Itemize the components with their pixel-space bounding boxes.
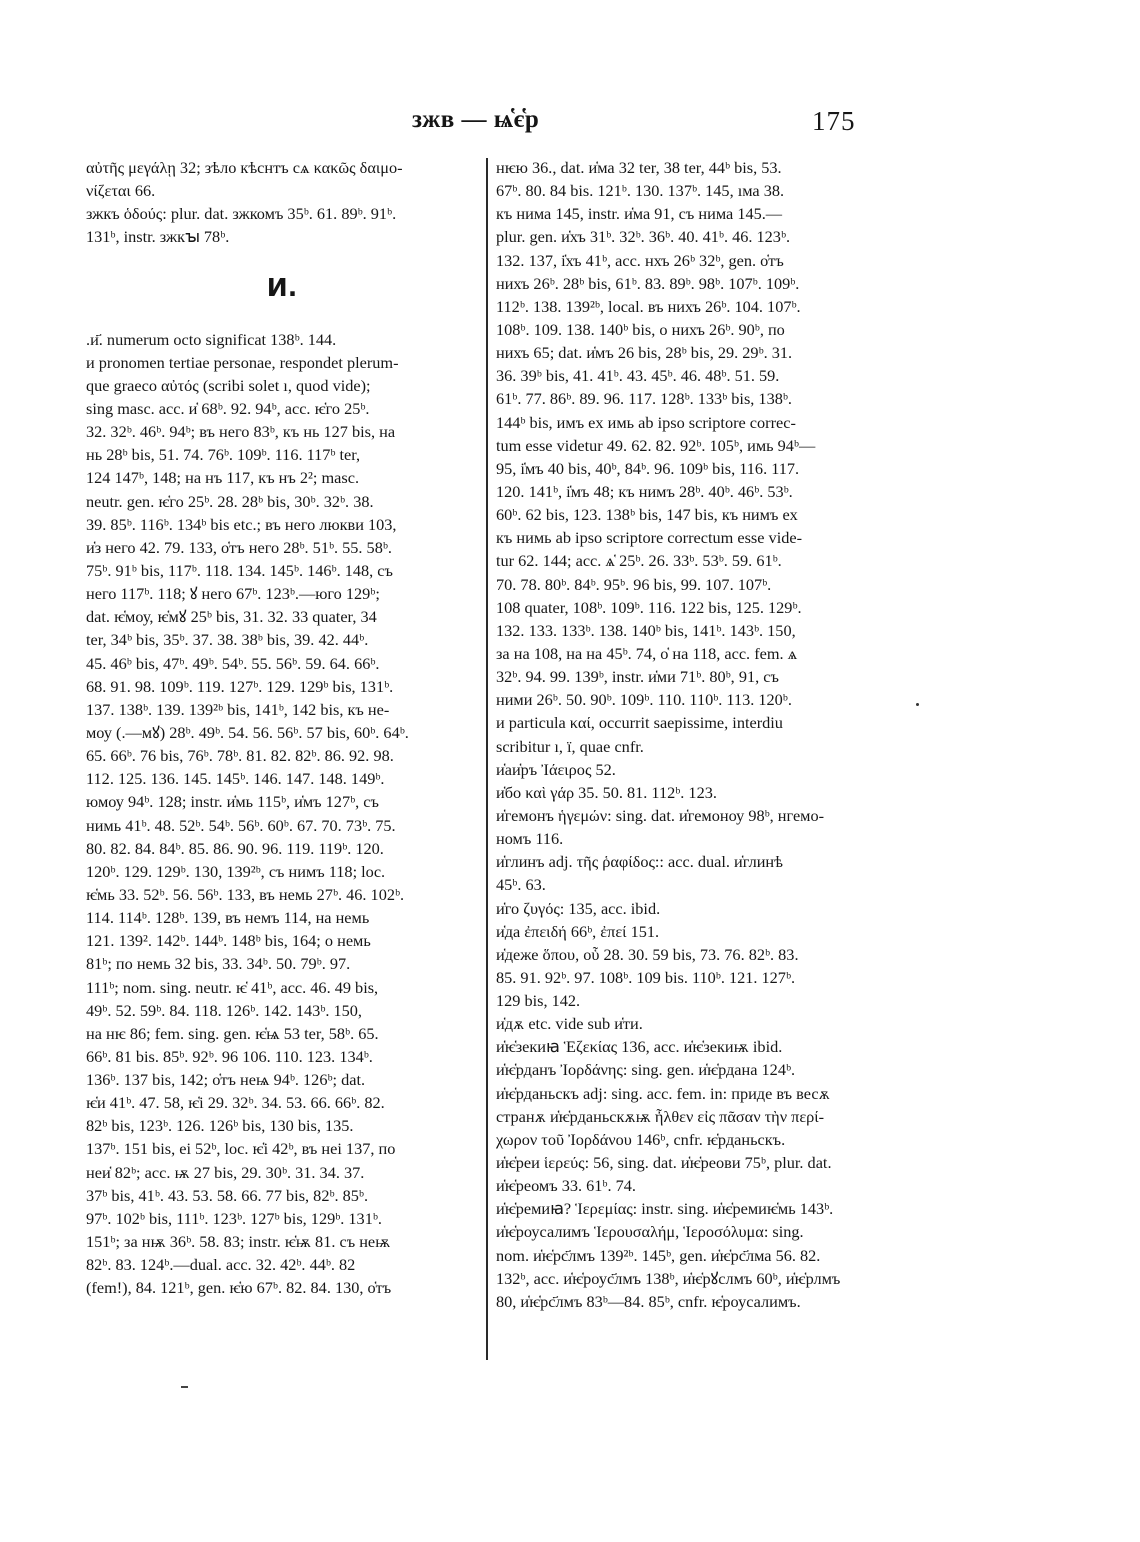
entry-line: и҅да ἐπειδή 66ᵇ, ἐπεί 151. <box>496 921 660 941</box>
entry-line: 65. 66ᵇ. 76 bis, 76ᵇ. 78ᵇ. 81. 82. 82ᵇ. 86. 92. 98. <box>86 746 394 766</box>
running-title: зжв — ѩ҅є҅р <box>412 106 540 133</box>
entry-line: 49ᵇ. 52. 59ᵇ. 84. 118. 126ᵇ. 142. 143ᵇ. 150, <box>86 1000 362 1020</box>
entry-line: .и҃. numerum octo significat 138ᵇ. 144. <box>86 329 337 349</box>
entry-line: на нѥ 86; fem. sing. gen. ѥ҅ѩ 53 ter, 58ᵇ. 65. <box>86 1023 379 1043</box>
entry-line: неи҅ 82ᵇ; acc. ѭ 27 bis, 29. 30ᵇ. 31. 34. 37. <box>86 1162 365 1182</box>
left-column <box>86 156 478 1299</box>
entry-line: юмоу 94ᵇ. 128; instr. и҅мь 115ᵇ, и҅мъ 127ᵇ, съ <box>86 792 379 812</box>
entry-line: neutr. gen. ѥ҅го 25ᵇ. 28. 28ᵇ bis, 30ᵇ. 32ᵇ. 38. <box>86 491 374 511</box>
dictionary-entry <box>496 711 892 757</box>
entry-line: scribitur ı, ï, quae cnfr. <box>496 736 644 756</box>
entry-line: и҅ѥ҅реи ἱερεύς: 56, sing. dat. и҅ѥ҅реови 75ᵇ, plur. dat. <box>496 1153 832 1173</box>
dictionary-entry <box>496 1082 892 1151</box>
dictionary-entry <box>496 1035 892 1058</box>
entry-line: 45ᵇ. 63. <box>496 875 546 895</box>
entry-line: нѥю 36., dat. и҅ма 32 ter, 38 ter, 44ᵇ bis, 53. <box>496 158 782 177</box>
page-header <box>0 104 1140 144</box>
entry-line: (fem!), 84. 121ᵇ, gen. ѥ҅ю 67ᵇ. 82. 84. 130, о҅тъ <box>86 1278 392 1298</box>
entry-line: и҅деже ὅπου, οὗ 28. 30. 59 bis, 73. 76. 82ᵇ. 83. <box>496 944 799 964</box>
entry-line: и҅ѥ҅роусалимъ Ἱερουσαλήμ, Ἱεροσόλυμα: sing. <box>496 1222 804 1242</box>
entry-line: 114. 114ᵇ. 128ᵇ. 139, въ немъ 114, на немь <box>86 908 370 928</box>
entry-line: 136ᵇ. 137 bis, 142; о҅тъ неѩ 94ᵇ. 126ᵇ; dat. <box>86 1070 366 1090</box>
dictionary-entry <box>496 1058 892 1081</box>
footer-dash-mark <box>181 1386 188 1388</box>
dictionary-entry <box>496 1197 892 1220</box>
entry-line: 132. 133. 133ᵇ. 138. 140ᵇ bis, 141ᵇ. 143ᵇ. 150, <box>496 620 796 640</box>
entry-line: и҅глинъ adj. τῆς ῥαφίδος:: acc. dual. и҅глинѣ <box>496 852 783 872</box>
entry-line: 68. 91. 98. 109ᵇ. 119. 127ᵇ. 129. 129ᵇ bis, 131ᵇ. <box>86 676 394 696</box>
entry-line: и҅ѥ҅зекиꙗ Ἑζεκίας 136, acc. и҅ѥ҅зекиѭ ibid. <box>496 1037 783 1057</box>
entry-line: 85. 91. 92ᵇ. 97. 108ᵇ. 109 bis. 110ᵇ. 121. 127ᵇ. <box>496 967 796 987</box>
entry-line: dat. ѥ҅моу, ѥ҅мꙋ 25ᵇ bis, 31. 32. 33 quater, 34 <box>86 607 377 627</box>
entry-line: и҅го ζυγός: 135, acc. ibid. <box>496 898 661 918</box>
entry-line: 81ᵇ; по немь 32 bis, 33. 34ᵇ. 50. 79ᵇ. 97. <box>86 954 351 974</box>
dictionary-entry <box>496 1151 892 1197</box>
entry-line: 97ᵇ. 102ᵇ bis, 111ᵇ. 123ᵇ. 127ᵇ bis, 129ᵇ. 131ᵇ. <box>86 1208 382 1228</box>
entry-line: 45. 46ᵇ bis, 47ᵇ. 49ᵇ. 54ᵇ. 55. 56ᵇ. 59. 64. 66ᵇ. <box>86 653 380 673</box>
entry-line: 129 bis, 142. <box>496 991 581 1011</box>
entry-line: странѫ и҅ѥ҅рданьскѫѭ ἦλθεν εἰς πᾶσαν τὴν περί- <box>496 1106 825 1126</box>
entry-line: 37ᵇ bis, 41ᵇ. 43. 53. 58. 66. 77 bis, 82ᵇ. 85ᵇ. <box>86 1185 369 1205</box>
margin-dot-mark <box>916 703 919 706</box>
entry-line: 36. 39ᵇ bis, 41. 41ᵇ. 43. 45ᵇ. 46. 48ᵇ. 51. 59. <box>496 366 780 386</box>
entry-line: нимь 41ᵇ. 48. 52ᵇ. 54ᵇ. 56ᵇ. 60ᵇ. 67. 70. 73ᵇ. 75. <box>86 815 396 835</box>
dictionary-entry <box>496 1012 892 1035</box>
entry-line: и҅ѥ҅рданъ Ἰορδάνης: sing. gen. и҅ѥ҅рдана 124ᵇ. <box>496 1060 796 1080</box>
entry-line: 39. 85ᵇ. 116ᵇ. 134ᵇ bis etc.; въ него люкви 103, <box>86 514 397 534</box>
entry-line: χωρον τοῦ Ἰορδάνου 146ᵇ, cnfr. ѥ҅рданьскъ. <box>496 1129 786 1149</box>
entry-line: 144ᵇ bis, имъ ex имь ab ipso scriptore correc- <box>496 412 796 432</box>
entry-line: 32ᵇ. 94. 99. 139ᵇ, instr. и҅ми 71ᵇ. 80ᵇ, 91, съ <box>496 667 779 687</box>
entry-line: нь 28ᵇ bis, 51. 74. 76ᵇ. 109ᵇ. 116. 117ᵇ ter, <box>86 445 361 465</box>
dictionary-entry <box>496 804 892 850</box>
dictionary-entry <box>86 156 478 202</box>
entry-line: 75ᵇ. 91ᵇ bis, 117ᵇ. 118. 134. 145ᵇ. 146ᵇ. 148, съ <box>86 560 393 580</box>
entry-line: 121. 139². 142ᵇ. 144ᵇ. 148ᵇ bis, 164; о немь <box>86 931 371 951</box>
entry-line: къ нимь ab ipso scriptore correctum esse vide- <box>496 528 803 548</box>
dictionary-entry <box>496 156 892 711</box>
entry-line: 120ᵇ. 129. 129ᵇ. 130, 139²ᵇ, съ нимъ 118; loc. <box>86 861 386 881</box>
entry-line: sing masc. acc. и҅ 68ᵇ. 92. 94ᵇ, acc. ѥ҅го 25ᵇ. <box>86 398 370 418</box>
entry-line: и҅аи҅ръ Ἰάειρος 52. <box>496 759 616 779</box>
entry-line: 66ᵇ. 81 bis. 85ᵇ. 92ᵇ. 96 106. 110. 123. 134ᵇ. <box>86 1046 373 1066</box>
entry-line: и҅гемонъ ἡγεμών: sing. dat. и҅гемоноу 98ᵇ, нгемо- <box>496 805 825 825</box>
entry-line: 151ᵇ; за нѭ 36ᵇ. 58. 83; instr. ѥ҅ѭ 81. съ неѭ <box>86 1232 391 1252</box>
entry-line: и particula καί, occurrit saepissime, interdiu <box>496 713 783 733</box>
entry-line: и҅бо καὶ γάρ 35. 50. 81. 112ᵇ. 123. <box>496 782 717 802</box>
entry-line: 95, і҅мъ 40 bis, 40ᵇ, 84ᵇ. 96. 109ᵇ bis, 116. 117. <box>496 458 800 478</box>
entry-line: 112. 125. 136. 145. 145ᵇ. 146. 147. 148. 149ᵇ. <box>86 769 385 789</box>
entry-line: моу (.—мꙋ) 28ᵇ. 49ᵇ. 54. 56. 56ᵇ. 57 bis, 60ᵇ. 64ᵇ. <box>86 722 409 742</box>
dictionary-entry <box>86 351 478 1300</box>
entry-line: 132. 137, і҅хъ 41ᵇ, acc. нхъ 26ᵇ 32ᵇ, gen. о҅тъ <box>496 250 784 270</box>
entry-line: 70. 78. 80ᵇ. 84ᵇ. 95ᵇ. 96 bis, 99. 107. 107ᵇ. <box>496 574 772 594</box>
entry-line: ѥ҅мь 33. 52ᵇ. 56. 56ᵇ. 133, въ немь 27ᵇ. 46. 102ᵇ. <box>86 884 405 904</box>
entry-line: 82ᵇ bis, 123ᵇ. 126. 126ᵇ bis, 130 bis, 135. <box>86 1116 354 1136</box>
entry-line: 108ᵇ. 109. 138. 140ᵇ bis, о нихъ 26ᵇ. 90ᵇ, по <box>496 319 785 339</box>
column-divider <box>486 158 488 1360</box>
entry-line: 61ᵇ. 77. 86ᵇ. 89. 96. 117. 128ᵇ. 133ᵇ bis, 138ᵇ. <box>496 389 792 409</box>
dictionary-entry <box>496 850 892 896</box>
entry-line: и҅дѫ etc. vide sub и҅ти. <box>496 1014 643 1034</box>
entry-line: и pronomen tertiae personae, respondet plerum- <box>86 352 399 372</box>
right-column <box>496 156 892 1313</box>
dictionary-entry <box>496 943 892 1012</box>
section-letter-heading: И. <box>266 272 298 302</box>
dictionary-entry <box>496 897 892 920</box>
entry-line: него 117ᵇ. 118; ꙋ него 67ᵇ. 123ᵇ.—юго 129ᵇ; <box>86 584 380 604</box>
entry-line: 137ᵇ. 151 bis, еі 52ᵇ, loc. ѥ҅і 42ᵇ, въ неі 137, по <box>86 1139 396 1159</box>
page-number: 175 <box>812 106 856 136</box>
entry-line: нихъ 65; dat. и҅мъ 26 bis, 28ᵇ bis, 29. 29ᵇ. 31. <box>496 343 793 363</box>
entry-line: 111ᵇ; nom. sing. neutr. ѥ҅ 41ᵇ, acc. 46. 49 bis, <box>86 977 379 997</box>
entry-line: 120. 141ᵇ, і҅мъ 48; къ нимъ 28ᵇ. 40ᵇ. 46ᵇ. 53ᵇ. <box>496 481 793 501</box>
entry-line: 108 quater, 108ᵇ. 109ᵇ. 116. 122 bis, 125. 129ᵇ. <box>496 597 802 617</box>
entry-line: и҅з него 42. 79. 133, о҅тъ него 28ᵇ. 51ᵇ. 55. 58ᵇ. <box>86 537 392 557</box>
entry-line: и҅ѥ҅ремиꙗ? Ἱερεμίας: instr. sing. и҅ѥ҅ремиѥ҅мь 143ᵇ. <box>496 1199 834 1219</box>
entry-line: 137. 138ᵇ. 139. 139²ᵇ bis, 141ᵇ, 142 bis, къ не- <box>86 699 390 719</box>
entry-line: къ нима 145, instr. и҅ма 91, съ нима 145.— <box>496 204 783 224</box>
entry-line: que graeco αὐτός (scribi solet ı, quod vide); <box>86 375 371 395</box>
entry-line: 60ᵇ. 62 bis, 123. 138ᵇ bis, 147 bis, къ нимъ ex <box>496 505 798 525</box>
entry-line: ter, 34ᵇ bis, 35ᵇ. 37. 38. 38ᵇ bis, 39. 42. 44ᵇ. <box>86 630 369 650</box>
entry-line: nom. и҅ѥ҅рс҃лмъ 139²ᵇ. 145ᵇ, gen. и҅ѥ҅рс҃лма 56. 82. <box>496 1245 821 1265</box>
entry-line: 82ᵇ. 83. 124ᵇ.—dual. acc. 32. 42ᵇ. 44ᵇ. 82 <box>86 1255 356 1275</box>
entry-line: 80. 82. 84. 84ᵇ. 85. 86. 90. 96. 119. 119ᵇ. 120. <box>86 838 384 858</box>
dictionary-entry <box>496 1220 892 1313</box>
entry-line: зжкъ ὁδούς: plur. dat. зжкомъ 35ᵇ. 61. 89ᵇ. 91ᵇ. <box>86 204 397 224</box>
dictionary-entry <box>496 758 892 781</box>
entry-line: нихъ 26ᵇ. 28ᵇ bis, 61ᵇ. 83. 89ᵇ. 98ᵇ. 107ᵇ. 109ᵇ. <box>496 273 800 293</box>
dictionary-entry <box>86 202 478 248</box>
dictionary-entry <box>496 781 892 804</box>
entry-line: за на 108, на на 45ᵇ. 74, о҅ на 118, acc. fem. ѧ <box>496 643 798 663</box>
entry-line: tur 62. 144; acc. ѧ҅ 25ᵇ. 26. 33ᵇ. 53ᵇ. 59. 61ᵇ. <box>496 551 782 571</box>
entry-line: ними 26ᵇ. 50. 90ᵇ. 109ᵇ. 110. 110ᵇ. 113. 120ᵇ. <box>496 690 792 710</box>
dictionary-entry <box>496 920 892 943</box>
entry-line: 67ᵇ. 80. 84 bis. 121ᵇ. 130. 137ᵇ. 145, ıма 38. <box>496 181 785 201</box>
entry-line: plur. gen. и҅хъ 31ᵇ. 32ᵇ. 36ᵇ. 40. 41ᵇ. 46. 123ᵇ. <box>496 227 791 247</box>
entry-line: 112ᵇ. 138. 139²ᵇ, local. въ нихъ 26ᵇ. 104. 107ᵇ. <box>496 296 801 316</box>
entry-line: νίζεται 66. <box>86 181 156 201</box>
entry-line: 132ᵇ, acc. и҅ѥ҅роус҃лмъ 138ᵇ, и҅ѥ҅рꙋслмъ 60ᵇ, и҅ѥ҅рлмъ <box>496 1268 841 1288</box>
entry-line: и҅ѥ҅рданьскъ adj: sing. acc. fem. in: приде въ весѫ <box>496 1083 830 1103</box>
entry-line: 80, и҅ѥ҅рс҃лмъ 83ᵇ—84. 85ᵇ, cnfr. ѥ҅роусалимъ. <box>496 1291 801 1311</box>
entry-line: ѥ҅и 41ᵇ. 47. 58, ѥ҅і 29. 32ᵇ. 34. 53. 66. 66ᵇ. 82. <box>86 1093 385 1113</box>
entry-line: 32. 32ᵇ. 46ᵇ. 94ᵇ; въ него 83ᵇ, къ нь 127 bis, на <box>86 422 396 442</box>
entry-line: 124 147ᵇ, 148; на нъ 117, къ нъ 2²; masc. <box>86 468 360 488</box>
entry-line: αὐτῆς μεγάλῃ 32; зѣло кѣснтъ сѧ κακῶς δαιμο- <box>86 158 403 177</box>
entry-line: tum esse videtur 49. 62. 82. 92ᵇ. 105ᵇ, имь 94ᵇ— <box>496 435 816 455</box>
entry-line: номъ 116. <box>496 829 564 849</box>
entry-line: и҅ѥ҅реомъ 33. 61ᵇ. 74. <box>496 1176 636 1196</box>
entry-line: 131ᵇ, instr. зжкꙑ 78ᵇ. <box>86 227 230 247</box>
dictionary-entry <box>86 328 478 351</box>
